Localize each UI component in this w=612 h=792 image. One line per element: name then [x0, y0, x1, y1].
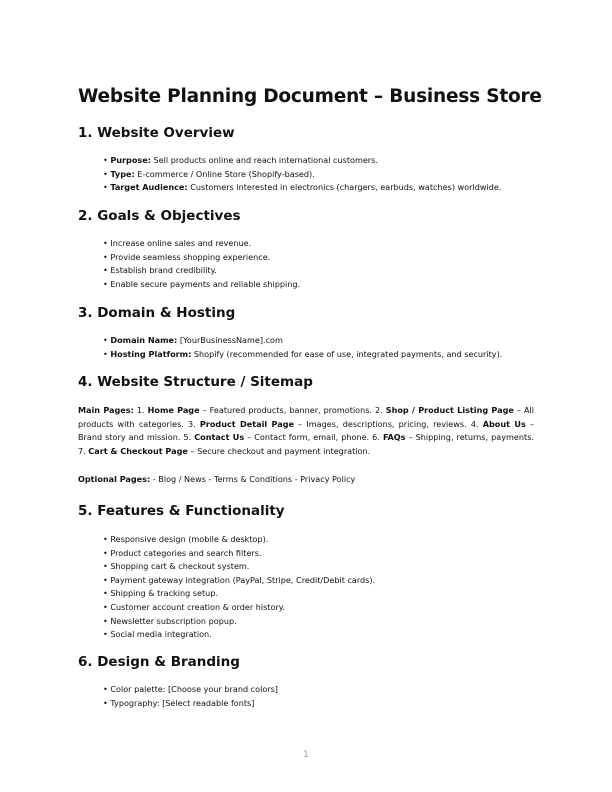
- list-item: • Type: E-commerce / Online Store (Shopify-based).: [103, 168, 501, 182]
- website-overview-list: [103, 154, 501, 195]
- section-heading-domain-hosting: 3. Domain & Hosting: [78, 305, 236, 321]
- list-item: • Target Audience: Customers interested in electronics (chargers, earbuds, watches) worldwide.: [103, 181, 501, 195]
- list-item: • Purpose: Sell products online and reach international customers.: [103, 154, 501, 168]
- list-item: • Establish brand credibility.: [103, 264, 300, 278]
- features-list: [103, 533, 375, 642]
- list-item: • Typography: [Select readable fonts]: [103, 697, 278, 711]
- domain-hosting-list: [103, 334, 502, 361]
- list-item: • Hosting Platform: Shopify (recommended for ease of use, integrated payments, and security).: [103, 348, 502, 362]
- document-title: Website Planning Document – Business Store: [78, 86, 542, 107]
- list-item: • Customer account creation & order history.: [103, 601, 375, 615]
- section-heading-website-structure: 4. Website Structure / Sitemap: [78, 374, 313, 390]
- list-item: • Domain Name: [YourBusinessName].com: [103, 334, 502, 348]
- section-heading-goals-objectives: 2. Goals & Objectives: [78, 208, 241, 224]
- section-heading-design-branding: 6. Design & Branding: [78, 654, 240, 670]
- section-heading-website-overview: 1. Website Overview: [78, 125, 235, 141]
- list-item: • Product categories and search filters.: [103, 547, 375, 561]
- list-item: • Enable secure payments and reliable shipping.: [103, 278, 300, 292]
- list-item: • Shopping cart & checkout system.: [103, 560, 375, 574]
- list-item: • Color palette: [Choose your brand colors]: [103, 683, 278, 697]
- list-item: • Responsive design (mobile & desktop).: [103, 533, 375, 547]
- list-item: • Provide seamless shopping experience.: [103, 251, 300, 265]
- list-item: • Newsletter subscription popup.: [103, 615, 375, 629]
- list-item: • Shipping & tracking setup.: [103, 587, 375, 601]
- design-branding-list: [103, 683, 278, 710]
- list-item: • Social media integration.: [103, 628, 375, 642]
- list-item: • Increase online sales and revenue.: [103, 237, 300, 251]
- page-number: 1: [303, 750, 309, 760]
- goals-objectives-list: [103, 237, 300, 291]
- optional-pages-paragraph: Optional Pages: - Blog / News - Terms & Conditions - Privacy Policy: [78, 474, 356, 484]
- section-heading-features-functionality: 5. Features & Functionality: [78, 503, 285, 519]
- list-item: • Payment gateway integration (PayPal, Stripe, Credit/Debit cards).: [103, 574, 375, 588]
- main-pages-paragraph: Main Pages: 1. Home Page – Featured products, banner, promotions. 2. Shop / Product Listing Page – All products with categories. 3. Product Detail Page – Images, descriptions, pricing, reviews. 4. About Us – Brand story and mission. 5. Contact Us – Contact form, email, phone. 6. FAQs – Shipping, returns, payments. 7. Cart & Checkout Page – Secure checkout and payment integration.: [78, 405, 534, 456]
